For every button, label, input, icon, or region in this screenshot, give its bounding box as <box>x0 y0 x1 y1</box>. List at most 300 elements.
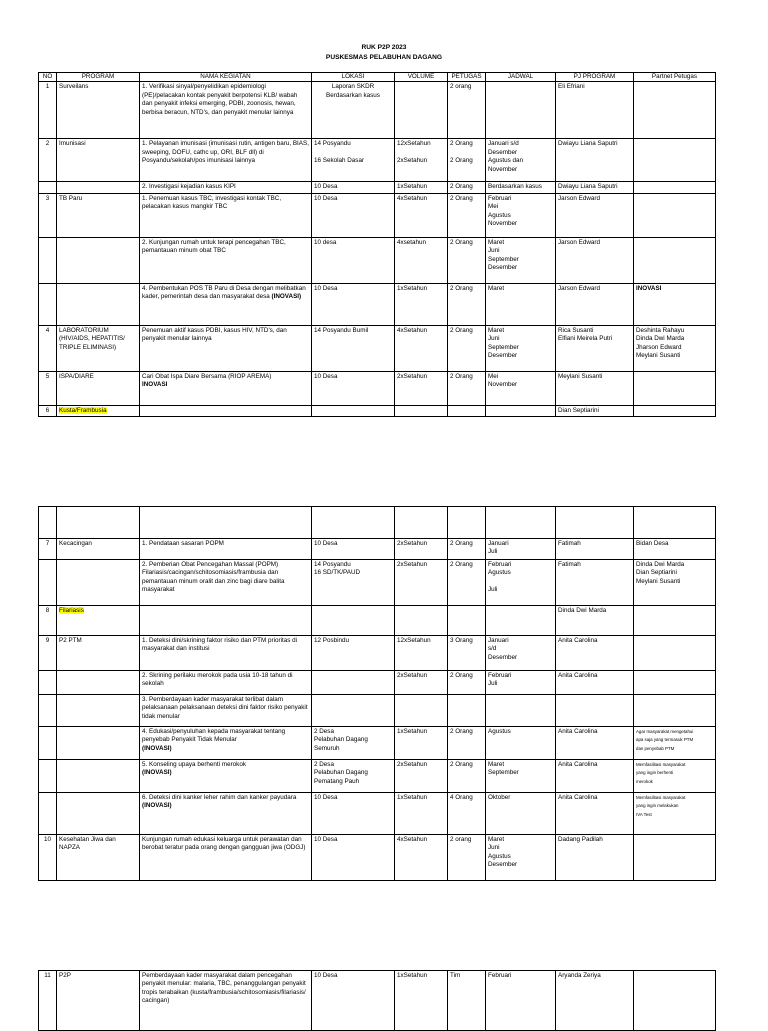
cell-text: INOVASI <box>636 284 662 292</box>
cell-kegiatan <box>140 193 312 237</box>
cell-kegiatan <box>140 405 312 416</box>
cell-line: Dian Septiarini <box>636 569 677 577</box>
cell-pj <box>556 283 634 325</box>
cell-text: Agustus <box>488 728 511 735</box>
cell-no <box>39 671 57 695</box>
cell-line <box>314 149 392 157</box>
col-header-petugas: PETUGAS <box>448 73 486 82</box>
cell-lokasi <box>312 971 395 1031</box>
cell-text: 11 <box>44 972 51 979</box>
cell-program <box>57 139 140 182</box>
table-row <box>39 405 716 416</box>
cell-volume <box>395 539 448 560</box>
cell-text: Jarson Edward <box>558 238 600 246</box>
cell-text: Jarson Edward <box>558 194 600 202</box>
cell-pj <box>556 835 634 881</box>
cell-text: Aryanda Zeriya <box>558 972 601 979</box>
cell-line: Pelabuhan Dagang <box>314 736 368 744</box>
cell-line: Elfiani Meirela Putri <box>558 335 613 343</box>
inovasi-tag: (INOVASI) <box>142 744 172 752</box>
cell-text: Bidan Desa <box>636 540 669 547</box>
ruk-table-part-3 <box>38 970 716 1031</box>
cell-line: 2 Desa <box>314 728 334 735</box>
cell-line: Desember <box>488 148 518 156</box>
cell-partner <box>634 835 716 881</box>
cell-volume <box>395 695 448 727</box>
table-row <box>39 636 716 671</box>
cell-program <box>57 405 140 416</box>
cell-jadwal <box>486 193 556 237</box>
cell-text: 5. Konseling upaya berhenti merokok <box>142 761 246 768</box>
cell-petugas <box>448 760 486 793</box>
cell-no <box>39 727 57 760</box>
cell-line <box>397 149 445 157</box>
cell-partner <box>634 695 716 727</box>
cell-line: Deshinta Rahayu <box>636 326 685 334</box>
cell-program <box>57 237 140 283</box>
cell-text: 2xSetahun <box>397 561 428 568</box>
cell-jadwal <box>486 760 556 793</box>
cell-line: Desember <box>488 653 518 661</box>
table-row <box>39 193 716 237</box>
cell-text: LABORATORIUM (HIV/AIDS, HEPATITIS/ TRIPLE ELIMINASI) <box>59 326 125 351</box>
cell-pj <box>556 182 634 193</box>
table-row <box>39 507 716 539</box>
cell-line: 2 Desa <box>314 761 334 768</box>
cell-text: 4. Edukasi/penyuluhan kepada masyarakat tentang penyebab Penyakit Tidak Menular <box>142 728 286 744</box>
cell-text: Dwiayu Liana Saputri <box>558 183 618 191</box>
cell-program <box>57 371 140 405</box>
cell-line: Juni <box>488 247 500 255</box>
cell-petugas <box>448 636 486 671</box>
cell-no <box>39 971 57 1031</box>
cell-line: 12xSetahun <box>397 140 431 148</box>
cell-volume <box>395 325 448 371</box>
cell-pj <box>556 237 634 283</box>
cell-petugas <box>448 193 486 237</box>
cell-text: 2 Orang <box>450 761 473 768</box>
cell-lokasi <box>312 139 395 182</box>
inovasi-tag: (INOVASI) <box>142 769 172 777</box>
cell-no <box>39 139 57 182</box>
cell-line: apa saja yang termasuk PTM <box>636 737 694 743</box>
cell-line: Berdasarkan kasus <box>326 91 380 99</box>
cell-lokasi <box>312 405 395 416</box>
cell-jadwal <box>486 560 556 606</box>
cell-no <box>39 760 57 793</box>
cell-volume <box>395 606 448 636</box>
table-row <box>39 793 716 835</box>
cell-text: 2 Orang <box>450 561 473 568</box>
cell-kegiatan <box>140 695 312 727</box>
cell-line: September <box>488 255 519 263</box>
cell-text: Berdasarkan kasus <box>488 183 542 191</box>
cell-program <box>57 283 140 325</box>
cell-text: 4xSetahun <box>397 836 428 843</box>
table-row <box>39 371 716 405</box>
cell-kegiatan <box>140 727 312 760</box>
cell-text: 2. Investigasi kejadian kasus KIPI <box>142 183 236 191</box>
cell-text: Meylani Susanti <box>558 372 603 380</box>
cell-no <box>39 539 57 560</box>
cell-line: November <box>488 165 518 173</box>
cell-petugas <box>448 139 486 182</box>
cell-line: Agustus <box>488 211 511 219</box>
cell-petugas <box>448 560 486 606</box>
cell-text: 10 Desa <box>314 972 338 979</box>
cell-line: Februari <box>488 672 512 679</box>
inovasi-tag: INOVASI <box>142 381 168 389</box>
cell-line: Dinda Dwi Marda <box>636 335 685 343</box>
table-header-row <box>39 73 716 82</box>
cell-text: 1xSetahun <box>397 728 428 735</box>
cell-partner <box>634 237 716 283</box>
col-header-pj: PJ PROGRAM <box>556 73 634 82</box>
cell-volume <box>395 793 448 835</box>
cell-kegiatan <box>140 139 312 182</box>
cell-text: 8 <box>45 607 50 614</box>
cell-text: 10 Desa <box>314 183 338 191</box>
cell-no <box>39 237 57 283</box>
cell-program <box>57 539 140 560</box>
cell-line: Desember <box>488 352 518 360</box>
cell-kegiatan <box>140 539 312 560</box>
cell-pj <box>556 793 634 835</box>
cell-volume <box>395 283 448 325</box>
cell-line: Januari <box>488 637 509 644</box>
cell-petugas <box>448 237 486 283</box>
cell-text: 1. Deteksi dini/skrining faktor risiko dan PTM prioritas di masyarakat dan institusi <box>142 637 298 653</box>
cell-no <box>39 560 57 606</box>
cell-kegiatan <box>140 560 312 606</box>
cell-partner <box>634 760 716 793</box>
cell-text: 3. Pemberdayaan kader masyarakat terlibat dalam pelaksanaan pelaksanaan deteksi dini faktor risiko penyakit tidak menular <box>142 696 308 720</box>
cell-text: 2 Orang <box>450 238 473 246</box>
cell-program <box>57 671 140 695</box>
cell-line: November <box>488 220 518 228</box>
cell-text: 2xSetahun <box>397 672 428 679</box>
cell-petugas <box>448 283 486 325</box>
cell-pj <box>556 971 634 1031</box>
cell-kegiatan <box>140 182 312 193</box>
cell-text: 12 Posbindu <box>314 637 350 644</box>
cell-line: Februari <box>488 561 512 568</box>
cell-partner <box>634 405 716 416</box>
cell-text: Maret <box>488 284 505 292</box>
cell-line: merokok <box>636 778 653 784</box>
cell-jadwal <box>486 606 556 636</box>
cell-line: November <box>488 381 518 389</box>
cell-line: Laporan SKDR <box>331 83 375 91</box>
cell-petugas <box>448 182 486 193</box>
cell-line <box>488 578 553 586</box>
cell-text: 6 <box>45 406 50 414</box>
cell-text: 2 <box>45 140 50 148</box>
cell-program <box>57 82 140 139</box>
cell-text: 1xSetahun <box>397 794 428 801</box>
cell-no <box>39 193 57 237</box>
table-row <box>39 182 716 193</box>
cell-line: Agar masyarakat mengetahui <box>636 729 694 734</box>
cell-pj <box>556 636 634 671</box>
cell-kegiatan <box>140 671 312 695</box>
cell-text: 10 Desa <box>314 540 338 547</box>
cell-partner <box>634 283 716 325</box>
cell-partner <box>634 636 716 671</box>
table-row <box>39 606 716 636</box>
cell-text: 2 Orang <box>450 540 473 547</box>
cell-lokasi <box>312 325 395 371</box>
cell-text: Penemuan aktif kasus PDBI, kasus HIV, NTD's, dan penyakit menular lainnya <box>142 326 287 343</box>
cell-text: 7 <box>45 540 50 547</box>
cell-text: 2. Pemberian Obat Pencegahan Massal (POPM) Filariasis/cacingan/schitosomiasis/frambusia dan pemantauan minum oralit dan zinc bagi diare balita masyarakat <box>142 561 285 594</box>
table-row <box>39 283 716 325</box>
cell-line: Maret <box>488 238 505 246</box>
table-row <box>39 139 716 182</box>
cell-program <box>57 193 140 237</box>
cell-no <box>39 405 57 416</box>
cell-text: 2 Orang <box>450 672 473 679</box>
cell-lokasi <box>312 237 395 283</box>
cell-partner <box>634 371 716 405</box>
cell-line: Desember <box>488 264 518 272</box>
col-header-lokasi: LOKASI <box>312 73 395 82</box>
cell-petugas <box>448 835 486 881</box>
cell-text: 2 orang <box>450 836 472 843</box>
cell-line: Semuruh <box>314 744 340 752</box>
program-highlight: Filariasis <box>59 607 84 614</box>
cell-kegiatan <box>140 793 312 835</box>
cell-volume <box>395 139 448 182</box>
cell-line: Desember <box>488 861 518 869</box>
cell-text: Dwiayu Liana Saputri <box>558 140 618 148</box>
cell-text: 1xSetahun <box>397 972 428 979</box>
cell-no <box>39 793 57 835</box>
cell-line: Mei <box>488 372 499 380</box>
cell-text: 3 Orang <box>450 637 473 644</box>
cell-line: Juni <box>488 844 500 852</box>
cell-text: 1xSetahun <box>397 183 428 191</box>
cell-lokasi <box>312 182 395 193</box>
cell-kegiatan <box>140 636 312 671</box>
cell-petugas <box>448 405 486 416</box>
cell-pj <box>556 606 634 636</box>
cell-text: 1. Pendataan sasaran POPM <box>142 540 224 547</box>
cell-text: 2. Skrining perilaku merokok pada usia 10-18 tahun di sekolah <box>142 672 293 688</box>
cell-line: s/d <box>488 645 497 653</box>
cell-volume <box>395 193 448 237</box>
table-row <box>39 971 716 1031</box>
cell-text: 6. Deteksi dini kanker leher rahim dan kanker payudara <box>142 794 297 801</box>
cell-volume <box>395 727 448 760</box>
cell-text: 1. Penemuan kasus TBC, investigasi kontak TBC, pelacakan kasus mangkir TBC <box>142 194 282 211</box>
cell-kegiatan <box>140 283 312 325</box>
cell-program <box>57 325 140 371</box>
cell-petugas <box>448 371 486 405</box>
table-row <box>39 727 716 760</box>
cell-text: 1. Pelayanan imunisasi (imunisasi rutin, antigen baru, BIAS, sweeping, DOFU, cathc up, ORI, BLF dll) di Posyandu/sekolah/pos imunisasi lainnya <box>142 140 309 165</box>
cell-program <box>57 636 140 671</box>
cell-partner <box>634 793 716 835</box>
cell-text: 10 desa <box>314 238 337 246</box>
cell-text: 4 Orang <box>450 794 473 801</box>
document-title: RUK P2P 2023 <box>361 44 407 51</box>
cell-petugas <box>448 325 486 371</box>
cell-line: yang ingin melakukan <box>636 803 679 809</box>
cell-kegiatan <box>140 237 312 283</box>
cell-text: Anita Carolina <box>558 637 598 644</box>
cell-text: 2 Orang <box>450 326 473 334</box>
cell-partner <box>634 325 716 371</box>
cell-jadwal <box>486 82 556 139</box>
cell-text: 2xSetahun <box>397 540 428 547</box>
cell-lokasi <box>312 560 395 606</box>
cell-lokasi <box>312 760 395 793</box>
cell-text: Dadang Padilah <box>558 836 603 843</box>
cell-text: Anita Carolina <box>558 728 598 735</box>
cell-text: Dinda Dwi Marda <box>558 607 607 614</box>
cell-lokasi <box>312 636 395 671</box>
inovasi-tag: (INOVASI) <box>271 293 302 301</box>
cell-line: Agustus <box>488 569 511 577</box>
cell-line <box>450 149 483 157</box>
col-header-jadwal: JADWAL <box>486 73 556 82</box>
ruk-table-part-1 <box>38 72 716 417</box>
cell-partner <box>634 560 716 606</box>
cell-text: 10 Desa <box>314 372 338 380</box>
cell-kegiatan <box>140 371 312 405</box>
cell-line: Jharson Edward <box>636 343 682 351</box>
cell-text: 10 Desa <box>314 284 338 292</box>
cell-no <box>39 371 57 405</box>
cell-text: Imunisasi <box>59 140 86 148</box>
cell-kegiatan <box>140 760 312 793</box>
cell-petugas <box>448 671 486 695</box>
cell-no <box>39 606 57 636</box>
cell-line: Januari s/d <box>488 140 519 148</box>
cell-jadwal <box>486 237 556 283</box>
cell-line: 2 Orang <box>450 157 473 165</box>
cell-text: 5 <box>45 372 50 380</box>
cell-lokasi <box>312 606 395 636</box>
cell-pj <box>556 760 634 793</box>
cell-petugas <box>448 727 486 760</box>
cell-jadwal <box>486 835 556 881</box>
cell-line: September <box>488 769 519 777</box>
table-row <box>39 539 716 560</box>
cell-line: 14 Posyandu <box>314 561 351 568</box>
cell-text: 10 Desa <box>314 836 338 843</box>
cell-text: 1xSetahun <box>397 284 428 292</box>
table-row <box>39 760 716 793</box>
cell-program <box>57 560 140 606</box>
cell-text: 2 orang <box>450 83 472 91</box>
cell-program <box>57 606 140 636</box>
cell-volume <box>395 636 448 671</box>
cell-text: 4 <box>45 326 50 334</box>
cell-petugas <box>448 539 486 560</box>
cell-no <box>39 182 57 193</box>
cell-volume <box>395 760 448 793</box>
cell-program <box>57 971 140 1031</box>
cell-petugas <box>448 82 486 139</box>
col-header-no: NO <box>39 73 57 82</box>
cell-partner <box>634 671 716 695</box>
cell-no <box>39 283 57 325</box>
cell-text: 2. Kunjungan rumah untuk terapi pencegahan TBC, pemantauan minum obat TBC <box>142 238 286 255</box>
cell-text: Anita Carolina <box>558 672 598 679</box>
cell-pj <box>556 695 634 727</box>
cell-text: Anita Carolina <box>558 794 598 801</box>
cell-pj <box>556 560 634 606</box>
document-subtitle: PUSKESMAS PELABUHAN DAGANG <box>325 54 443 61</box>
cell-line: yang ingin berhenti <box>636 770 674 776</box>
cell-line: Mei <box>488 203 499 211</box>
cell-line: Januari <box>488 540 509 547</box>
cell-volume <box>395 671 448 695</box>
cell-line: Februari <box>488 194 512 202</box>
cell-jadwal <box>486 283 556 325</box>
cell-pj <box>556 671 634 695</box>
cell-line: dan penyebab PTM <box>636 745 675 751</box>
cell-line: IVA Test <box>636 811 652 817</box>
cell-pj <box>556 325 634 371</box>
cell-jadwal <box>486 793 556 835</box>
inovasi-tag: (INOVASI) <box>142 802 172 810</box>
cell-kegiatan <box>140 325 312 371</box>
cell-text: 1. Verifikasi sinyal/penyelidikan epidemiologi (PE)/pelacakan kontak penyakit berpotensi KLB/ wabah dan penyakit infeksi emerging, PDBI, zoonosis, hewan, berbisa beracun, NTD's, dan penyakit menular lainnya <box>142 83 298 116</box>
table-row <box>39 560 716 606</box>
cell-line: Agustus <box>488 852 511 860</box>
cell-text: 10 Desa <box>314 794 338 801</box>
cell-pj <box>556 193 634 237</box>
cell-line: Meylani Susanti <box>636 352 681 360</box>
cell-no <box>39 325 57 371</box>
cell-lokasi <box>312 727 395 760</box>
cell-volume <box>395 971 448 1031</box>
cell-lokasi <box>312 793 395 835</box>
cell-text: 4xSetahun <box>397 194 428 202</box>
cell-text: 1 <box>45 83 50 91</box>
cell-lokasi <box>312 371 395 405</box>
cell-line: Juli <box>488 680 498 688</box>
cell-text: 2 Orang <box>450 372 473 380</box>
cell-petugas <box>448 971 486 1031</box>
cell-program <box>57 182 140 193</box>
cell-volume <box>395 835 448 881</box>
cell-text: Februari <box>488 972 512 979</box>
program-highlight: Kusta/Frambusia <box>59 406 107 414</box>
cell-kegiatan <box>140 82 312 139</box>
cell-text: Kunjungan rumah edukasi keluarga untuk perawatan dan berobat teratur pada orang dengan gangguan jiwa (ODGJ) <box>142 836 306 852</box>
cell-text: Dian Septiarini <box>558 406 599 414</box>
cell-line: September <box>488 343 519 351</box>
cell-kegiatan <box>140 606 312 636</box>
cell-program <box>57 760 140 793</box>
cell-jadwal <box>486 539 556 560</box>
cell-jadwal <box>486 371 556 405</box>
cell-no <box>39 695 57 727</box>
col-header-partner: Partnet Petugas <box>634 73 716 82</box>
cell-text: Surveilans <box>59 83 89 91</box>
cell-volume <box>395 371 448 405</box>
cell-partner <box>634 193 716 237</box>
cell-no <box>39 82 57 139</box>
cell-text: 2 Orang <box>450 728 473 735</box>
table-row <box>39 835 716 881</box>
cell-jadwal <box>486 636 556 671</box>
cell-line: Agustus dan <box>488 157 524 165</box>
